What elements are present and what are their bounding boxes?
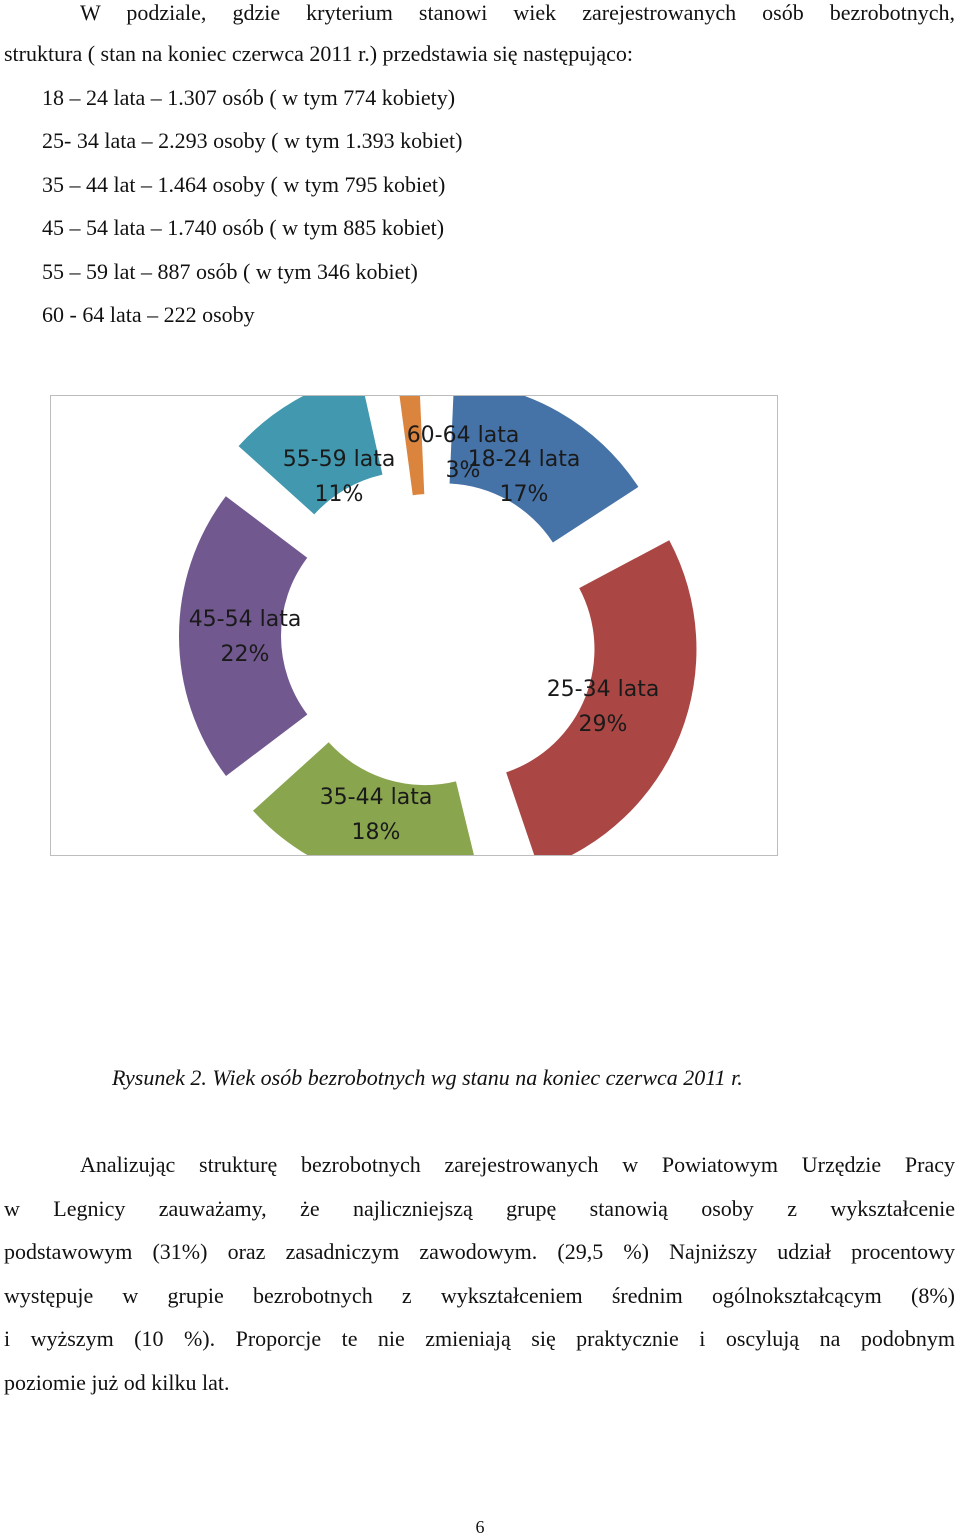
list-item: 60 - 64 lata – 222 osoby: [42, 302, 255, 327]
list-item: 45 – 54 lata – 1.740 osób ( w tym 885 kobiet): [42, 215, 445, 240]
segment-percent-label: 3%: [445, 458, 481, 483]
segment-category-label: 45-54 lata: [188, 607, 302, 632]
segment-category-label: 25-34 lata: [546, 677, 660, 702]
page-number: 6: [475, 1517, 485, 1537]
chart-svg: [51, 396, 778, 856]
segment-percent-label: 22%: [220, 642, 270, 667]
age-doughnut-chart: [50, 395, 778, 856]
segment-category-label: 18-24 lata: [467, 447, 581, 472]
analysis-line-4: występuje w grupie bezrobotnych z wykształceniem średnim ogólnokształcącym (8%): [4, 1283, 955, 1308]
list-item: 18 – 24 lata – 1.307 osób ( w tym 774 kobiety): [42, 85, 456, 110]
analysis-line-5: i wyższym (10 %). Proporcje te nie zmieniają się praktycznie i oscylują na podobnym: [4, 1326, 955, 1351]
analysis-line-3: podstawowym (31%) oraz zasadniczym zawodowym. (29,5 %) Najniższy udział procentowy: [4, 1239, 955, 1264]
segment-percent-label: 18%: [351, 820, 401, 845]
list-item: 25- 34 lata – 2.293 osoby ( w tym 1.393 kobiet): [42, 128, 463, 153]
figure-caption: Rysunek 2. Wiek osób bezrobotnych wg stanu na koniec czerwca 2011 r.: [112, 1065, 743, 1090]
segment-category-label: 35-44 lata: [319, 785, 433, 810]
analysis-line-2: w Legnicy zauważamy, że najliczniejszą grupę stanowią osoby z wykształcenie: [4, 1196, 955, 1221]
intro-line-2: struktura ( stan na koniec czerwca 2011 r.) przedstawia się następująco:: [4, 41, 633, 66]
segment-percent-label: 29%: [578, 712, 628, 737]
list-item: 55 – 59 lat – 887 osób ( w tym 346 kobiet): [42, 259, 418, 284]
list-item: 35 – 44 lat – 1.464 osoby ( w tym 795 kobiet): [42, 172, 446, 197]
doughnut-segment-45-54-lata: [179, 496, 307, 776]
intro-line-1: W podziale, gdzie kryterium stanowi wiek zarejestrowanych osób bezrobotnych,: [80, 0, 955, 25]
analysis-line-1: Analizując strukturę bezrobotnych zarejestrowanych w Powiatowym Urzędzie Pracy: [80, 1152, 955, 1177]
segment-category-label: 55-59 lata: [282, 447, 396, 472]
analysis-line-6: poziomie już od kilku lat.: [4, 1370, 230, 1395]
segment-category-label: 60-64 lata: [406, 423, 520, 448]
segment-percent-label: 17%: [499, 482, 549, 507]
segment-percent-label: 11%: [314, 482, 364, 507]
